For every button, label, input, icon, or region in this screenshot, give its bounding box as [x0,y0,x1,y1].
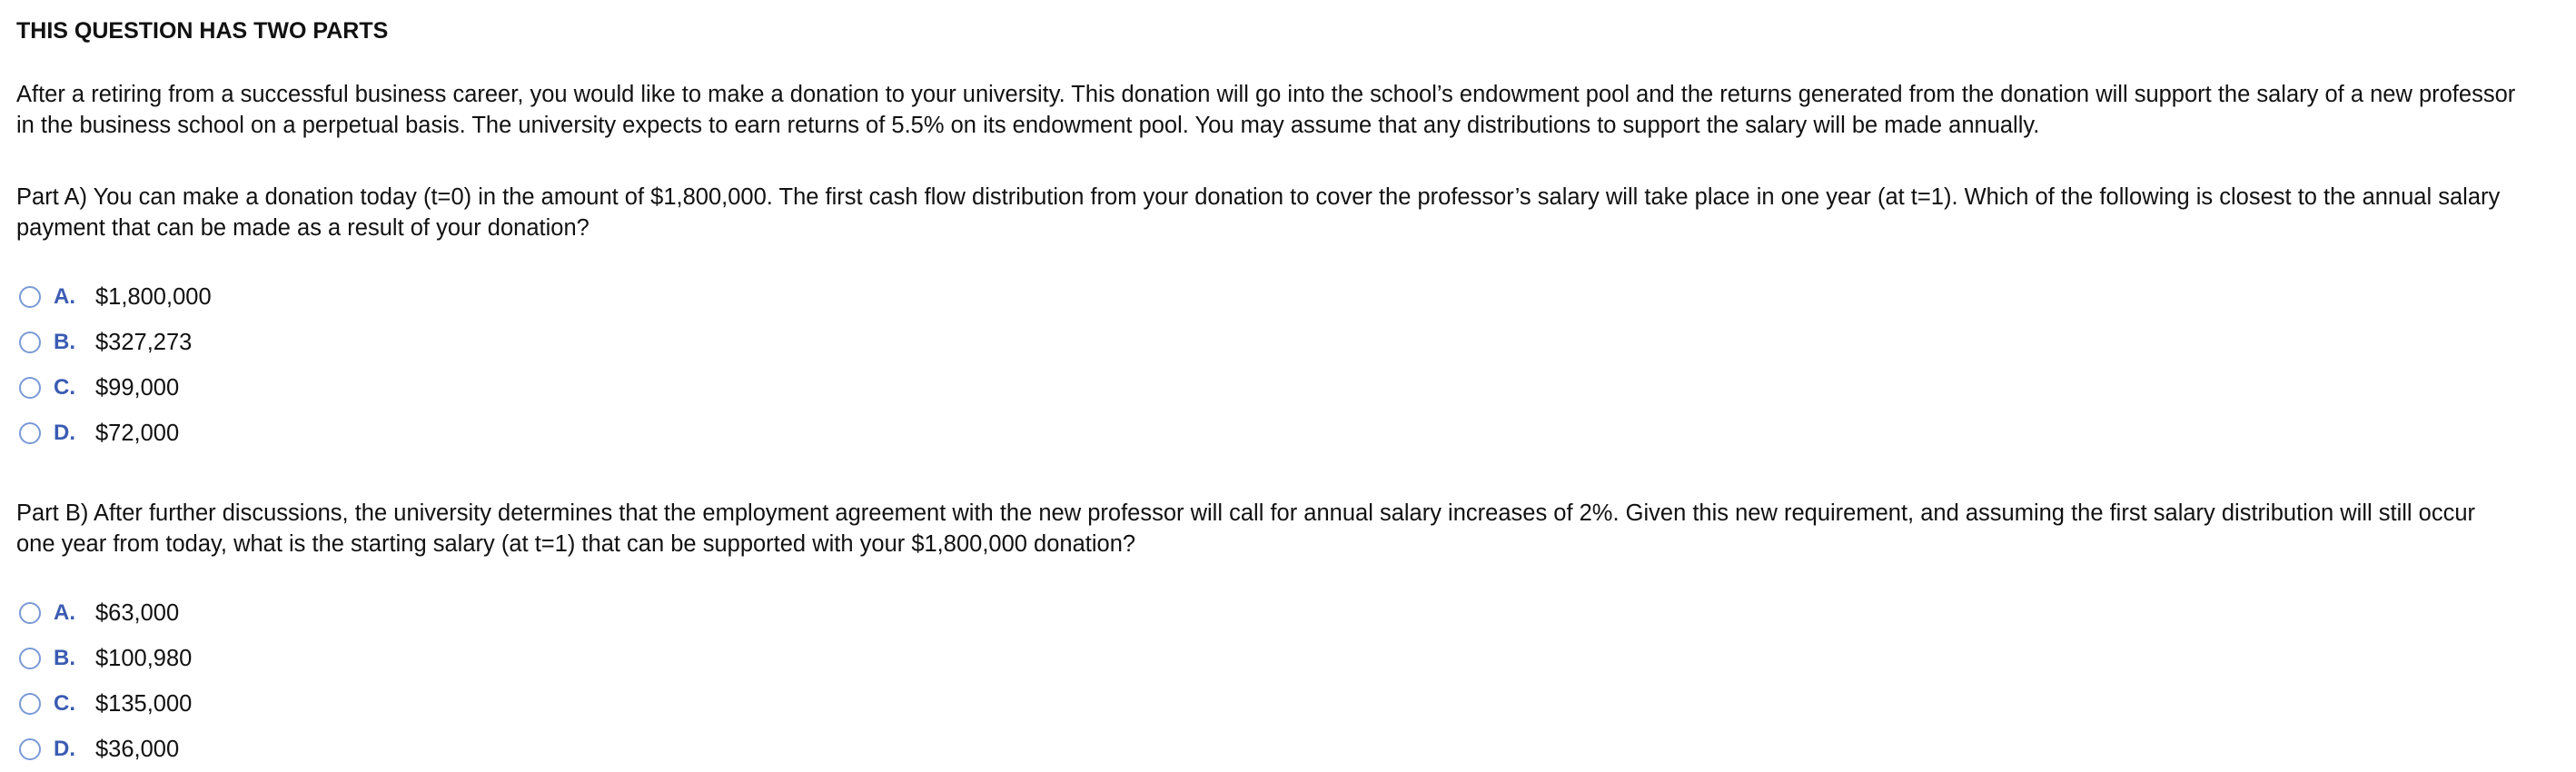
choice-letter: B. [54,646,75,670]
choice-value: $36,000 [95,736,180,762]
choice-letter: A. [54,284,75,309]
choice-value: $100,980 [95,645,193,671]
choice-letter: B. [54,330,75,354]
radio-button[interactable] [19,422,41,444]
question-container [16,0,2560,772]
part-b-choice-d[interactable] [16,727,2560,772]
choice-value: $63,000 [95,599,180,626]
part-b-line-1: Part B) After further discussions, the university determines that the employment agreement with the new professor will call for annual salary increases of 2%. Given this new requirement, and assuming the first salary distribution will still occur [16,500,2476,526]
intro-paragraph [16,80,2560,141]
choice-letter: C. [54,691,75,716]
choice-value: $72,000 [95,420,180,446]
choice-value: $1,800,000 [95,283,212,310]
part-a-choice-b[interactable] [16,320,2560,365]
choice-letter: A. [54,600,75,625]
choice-value: $99,000 [95,374,180,401]
part-a-line-2: payment that can be made as a result of your donation? [16,214,590,241]
radio-button[interactable] [19,332,41,353]
part-b-choice-c[interactable] [16,681,2560,727]
part-b-prompt [16,499,2560,559]
radio-button[interactable] [19,738,41,760]
radio-button[interactable] [19,693,41,715]
radio-button[interactable] [19,286,41,308]
intro-line-2: in the business school on a perpetual basis. The university expects to earn returns of 5.5% on its endowment pool. You may assume that any distributions to support the salary will be made annually. [16,112,2040,138]
part-a-choice-c[interactable] [16,365,2560,411]
choice-value: $327,273 [95,329,193,355]
part-a-choice-a[interactable] [16,274,2560,320]
part-a-line-1: Part A) You can make a donation today (t=0) in the amount of $1,800,000. The first cash flow distribution from your donation to cover the professor’s salary will take place in one year (at t=1). Which of the following is closest to the annual salary [16,184,2501,210]
part-a-prompt [16,183,2560,243]
radio-button[interactable] [19,602,41,624]
choice-letter: C. [54,375,75,400]
part-b-line-2: one year from today, what is the starting salary (at t=1) that can be supported with your $1,800,000 donation? [16,530,1136,557]
choice-letter: D. [54,737,75,761]
part-a-choice-d[interactable] [16,411,2560,456]
intro-line-1: After a retiring from a successful business career, you would like to make a donation to your university. This donation will go into the school’s endowment pool and the returns generated from the donation will support the salary of a new professor [16,82,2516,107]
part-b-choices [16,590,2560,772]
question-heading: THIS QUESTION HAS TWO PARTS [16,18,389,44]
choice-letter: D. [54,421,75,445]
part-b-choice-b[interactable] [16,636,2560,681]
radio-button[interactable] [19,648,41,669]
radio-button[interactable] [19,377,41,399]
choice-value: $135,000 [95,690,193,717]
part-b-choice-a[interactable] [16,590,2560,636]
part-a-choices [16,274,2560,456]
